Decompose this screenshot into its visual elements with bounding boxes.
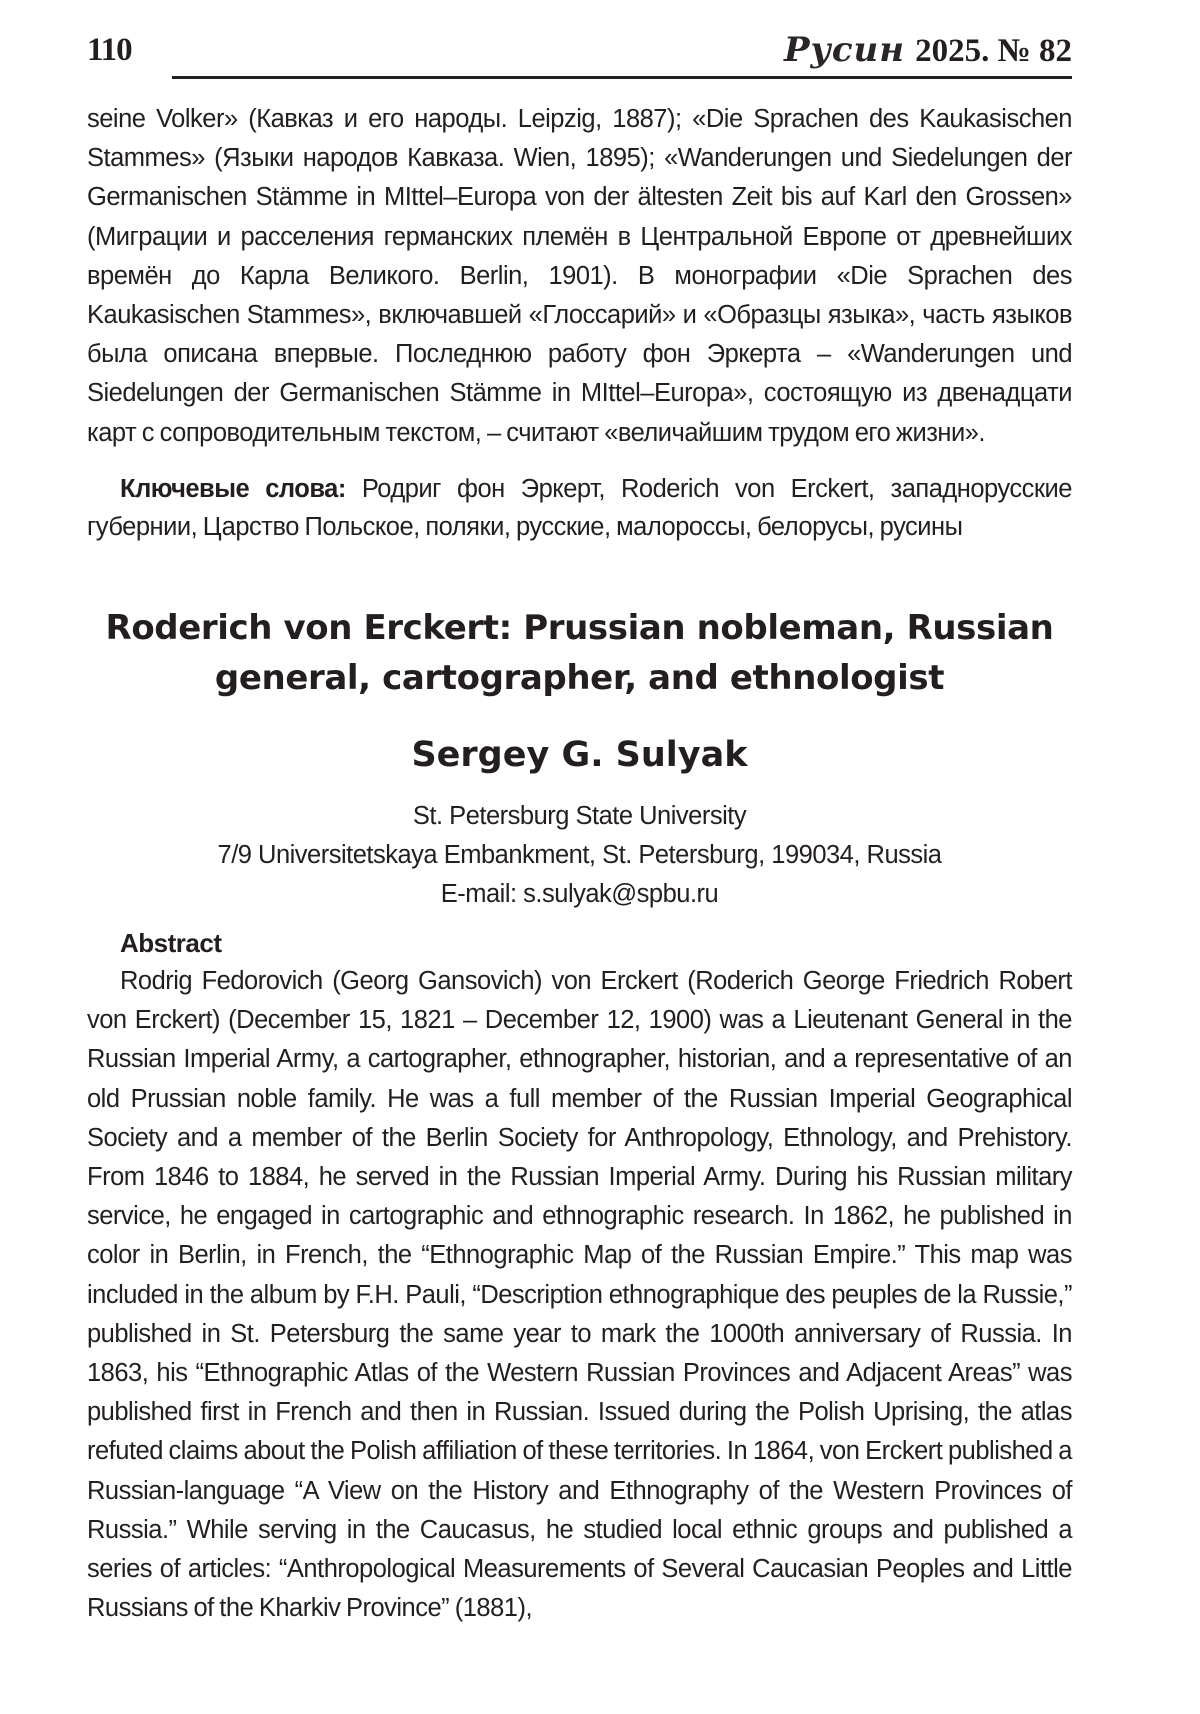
english-article-title	[87, 603, 1072, 703]
page-number: 110	[87, 32, 132, 68]
running-header	[87, 28, 1072, 72]
institution: St. Petersburg State University	[412, 802, 747, 830]
russian-abstract-continuation: seine Volker» (Кавказ и его народы. Leipzig, 1887); «Die Sprachen des Kaukasischen Stammes» (Языки народов Кавказа. Wien, 1895); «Wanderungen und Siedelungen der Germanischen Stämme in MIttel–Europa von der ältesten Zeit bis auf Karl den Grossen» (Миграции и расселения германских племён в Центральной Европе от древнейших времён до Карла Великого. Berlin, 1901). В монографии «Die Sprachen des Kaukasischen Stammes», включавшей «Глоссарий» и «Образцы языка», часть языков была описана впервые. Последнюю работу фон Эркерта – «Wanderungen und Siedelungen der Germanischen Stämme in MIttel–Europa», состоящую из двенадцати карт с сопроводительным текстом, – считают «величайшим трудом его жизни».	[87, 105, 1072, 447]
keywords-label: Ключевые слова:	[120, 475, 346, 503]
title-line-1: Roderich von Erckert: Prussian nobleman, Russian	[105, 608, 1054, 648]
title-line-2: general, cartographer, and ethnologist	[214, 658, 945, 698]
address: 7/9 Universitetskaya Embankment, St. Petersburg, 199034, Russia	[217, 841, 942, 869]
author-affiliation	[87, 797, 1072, 914]
abstract-text: Rodrig Fedorovich (Georg Gansovich) von Erckert (Roderich George Friedrich Robert von Erckert) (December 15, 1821 – December 12, 1900) was a Lieutenant General in the Russian Imperial Army, a cartographer, ethnographer, historian, and a representative of an old Prussian noble family. He was a full member of the Russian Imperial Geographical Society and a member of the Berlin Society for Anthropology, Ethnology, and Prehistory. From 1846 to 1884, he served in the Russian Imperial Army. During his Russian military service, he engaged in cartographic and ethnographic research. In 1862, he published in color in Berlin, in French, the “Ethnographic Map of the Russian Empire.” This map was included in the album by F.H. Pauli, “Description ethnographique des peuples de la Russie,” published in St. Petersburg the same year to mark the 1000th anniversary of Russia. In 1863, his “Ethnographic Atlas of the Western Russian Provinces and Adjacent Areas” was published first in French and then in Russian. Issued during the Polish Uprising, the atlas refuted claims about the Polish affiliation of these territories. In 1864, von Erckert published a Russian-language “A View on the History and Ethnography of the Western Provinces of Russia.” While serving in the Caucasus, he studied local ethnic groups and published a series of articles: “Anthropological Measurements of Several Caucasian Peoples and Little Russians of the Kharkiv Province” (1881),	[87, 967, 1072, 1623]
email: E-mail: s.sulyak@spbu.ru	[440, 880, 719, 908]
abstract-heading: Abstract	[120, 928, 222, 958]
keywords-list: Родриг фон Эркерт, Roderich von Erckert, западнорусские губернии, Царство Польское, поляки, русские, малороссы, белорусы, русины	[87, 475, 1072, 541]
header-divider	[172, 76, 1072, 79]
journal-name: Русин	[783, 30, 906, 70]
journal-issue: 2025. № 82	[915, 33, 1072, 69]
journal-masthead	[784, 28, 1072, 73]
keywords-paragraph	[87, 470, 1072, 546]
author-name: Sergey G. Sulyak	[411, 735, 748, 775]
